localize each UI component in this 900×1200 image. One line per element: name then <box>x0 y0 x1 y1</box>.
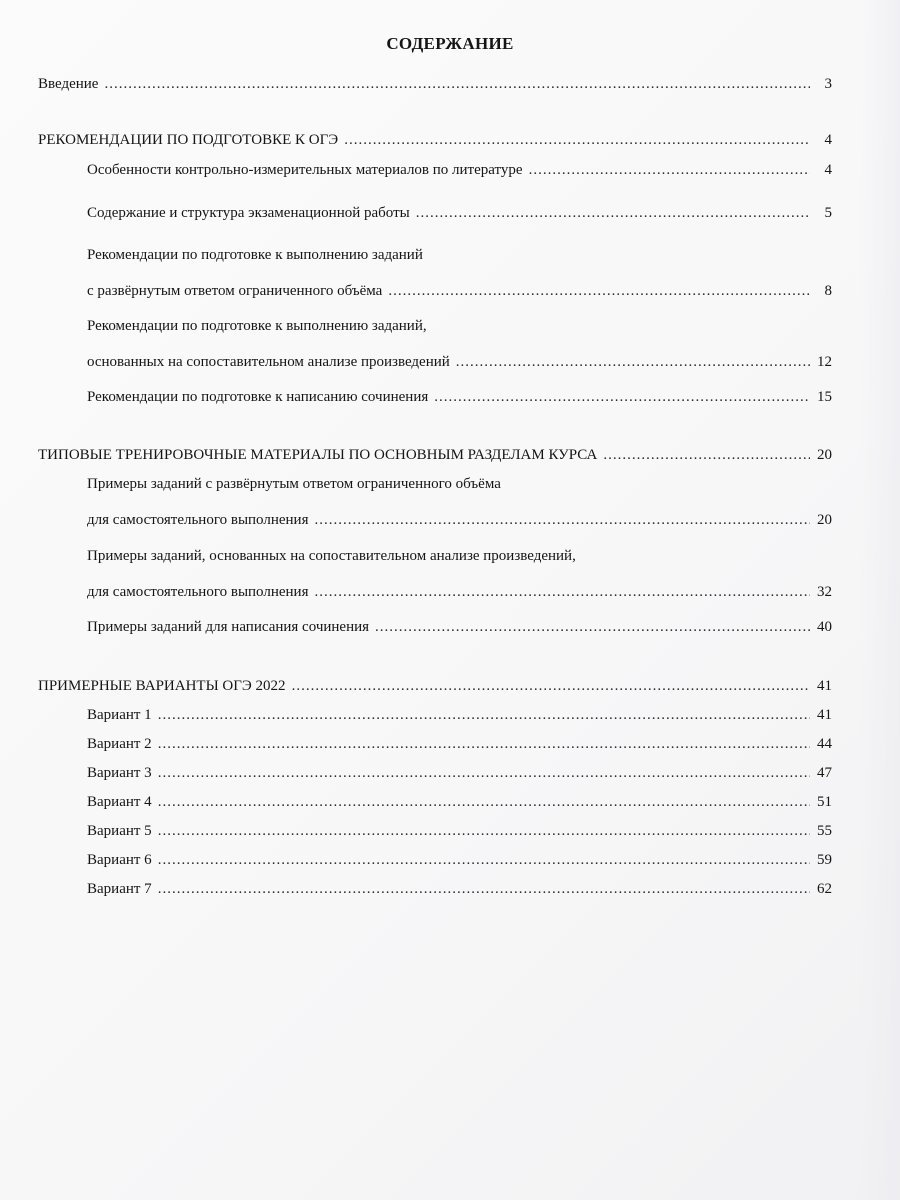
toc-section-text: ТИПОВЫЕ ТРЕНИРОВОЧНЫЕ МАТЕРИАЛЫ ПО ОСНОВНЫМ РАЗДЕЛАМ КУРСА <box>38 447 598 463</box>
toc-page-number: 3 <box>824 76 832 92</box>
toc-page-number: 44 <box>817 736 832 752</box>
toc-leader-dots <box>314 502 810 538</box>
toc-item-first-line: Рекомендации по подготовке к выполнению заданий, <box>87 318 427 334</box>
toc-item-first-line: Примеры заданий, основанных на сопоставительном анализе произведений, <box>87 548 576 564</box>
toc-page-number: 32 <box>817 584 832 600</box>
toc-leader-dots <box>314 574 810 610</box>
toc-item <box>87 195 832 231</box>
toc-page-number: 41 <box>817 678 832 694</box>
toc-item-text: Вариант 1 <box>87 707 152 723</box>
toc-item-text: Особенности контрольно-измерительных материалов по литературе <box>87 162 523 178</box>
toc-item <box>87 237 832 309</box>
toc-leader-dots <box>375 609 810 645</box>
toc-item-text: Вариант 5 <box>87 823 152 839</box>
toc-item-variant-7 <box>87 871 832 907</box>
toc-page-number: 47 <box>817 765 832 781</box>
toc-item-text: Вариант 3 <box>87 765 152 781</box>
toc-page-number: 62 <box>817 881 832 897</box>
toc-page-number: 4 <box>824 132 832 148</box>
toc-item-text: Вариант 2 <box>87 736 152 752</box>
page-title: СОДЕРЖАНИЕ <box>386 34 514 53</box>
toc-item <box>87 379 832 415</box>
toc-item-text: для самостоятельного выполнения <box>87 512 309 528</box>
toc-item-first-line: Рекомендации по подготовке к выполнению заданий <box>87 247 423 263</box>
toc-page-number: 20 <box>817 447 832 463</box>
toc-page-number: 15 <box>817 389 832 405</box>
toc-section-text: РЕКОМЕНДАЦИИ ПО ПОДГОТОВКЕ К ОГЭ <box>38 132 339 148</box>
toc-leader-dots <box>104 66 810 102</box>
toc-item-text: Вариант 7 <box>87 881 152 897</box>
toc-entry-text: Введение <box>38 76 99 92</box>
toc-item <box>87 466 832 538</box>
toc-leader-dots <box>416 195 810 231</box>
toc-page-number: 20 <box>817 512 832 528</box>
toc-item <box>87 152 832 188</box>
toc-leader-dots <box>456 344 810 380</box>
toc-page-number: 4 <box>824 162 832 178</box>
toc-item-text: Вариант 6 <box>87 852 152 868</box>
toc-entry-intro <box>38 66 832 102</box>
toc-page-number: 59 <box>817 852 832 868</box>
toc-item-text: Содержание и структура экзаменационной работы <box>87 205 410 221</box>
toc-item-text: Вариант 4 <box>87 794 152 810</box>
toc-leader-dots <box>388 273 810 309</box>
toc-item-text: с развёрнутым ответом ограниченного объёма <box>87 283 383 299</box>
toc-page-number: 41 <box>817 707 832 723</box>
toc-page-number: 8 <box>824 283 832 299</box>
toc-item-first-line: Примеры заданий с развёрнутым ответом ограниченного объёма <box>87 476 501 492</box>
toc-leader-dots <box>434 379 810 415</box>
toc-item-text: Примеры заданий для написания сочинения <box>87 619 370 635</box>
toc-item <box>87 308 832 380</box>
toc-page-number: 12 <box>817 354 832 370</box>
page-edge-shading <box>860 0 900 1200</box>
toc-leader-dots <box>158 871 810 907</box>
toc-page-number: 5 <box>824 205 832 221</box>
toc-item-text: для самостоятельного выполнения <box>87 584 309 600</box>
toc-page-number: 55 <box>817 823 832 839</box>
toc-item-text: Рекомендации по подготовке к написанию сочинения <box>87 389 429 405</box>
toc-item <box>87 609 832 645</box>
toc-leader-dots <box>529 152 810 188</box>
toc-page-number: 40 <box>817 619 832 635</box>
toc-item <box>87 538 832 610</box>
toc-section-text: ПРИМЕРНЫЕ ВАРИАНТЫ ОГЭ 2022 <box>38 678 286 694</box>
toc-item-text: основанных на сопоставительном анализе произведений <box>87 354 450 370</box>
toc-page-number: 51 <box>817 794 832 810</box>
